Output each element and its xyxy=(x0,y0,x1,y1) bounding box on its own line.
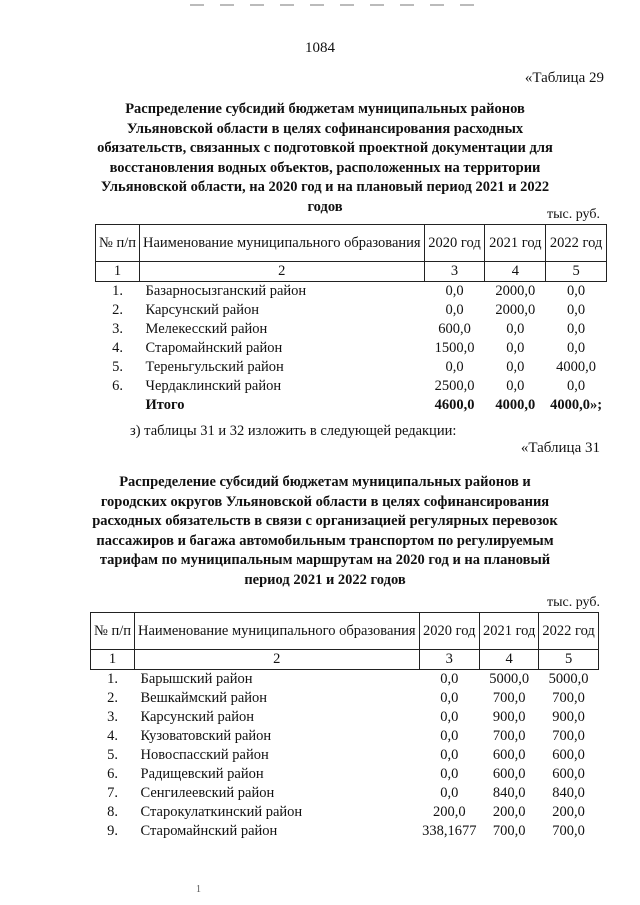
row-num: 2. xyxy=(107,690,118,706)
footer-mark: 1 xyxy=(196,884,201,895)
table29-tag: «Таблица 29 xyxy=(524,70,604,86)
total-2022: 4000,0»; xyxy=(550,397,603,413)
row-2021: 700,0 xyxy=(492,690,526,706)
row-2022: 0,0 xyxy=(567,340,586,356)
row-name: Старомайнский район xyxy=(145,340,283,356)
header-2021: 2021 год xyxy=(485,225,546,262)
row-2022: 0,0 xyxy=(567,321,586,337)
column-number: 3 xyxy=(419,650,479,670)
row-2021: 0,0 xyxy=(506,340,525,356)
row-2020: 0,0 xyxy=(440,690,459,706)
scan-artifact xyxy=(190,4,480,6)
table-row xyxy=(96,377,607,396)
amendment-note: з) таблицы 31 и 32 изложить в следующей редакции: xyxy=(130,423,457,439)
row-num: 5. xyxy=(107,747,118,763)
row-name: Радищевский район xyxy=(140,766,264,782)
row-2021: 840,0 xyxy=(492,785,526,801)
table-row xyxy=(91,708,599,727)
column-number: 1 xyxy=(91,650,135,670)
table-row xyxy=(91,689,599,708)
table-row xyxy=(91,765,599,784)
table-row xyxy=(96,358,607,377)
table31 xyxy=(90,612,599,841)
column-number: 2 xyxy=(140,262,425,282)
row-name: Новоспасский район xyxy=(140,747,269,763)
table31-unit: тыс. руб. xyxy=(547,595,600,610)
row-num: 3. xyxy=(107,709,118,725)
row-2020: 2500,0 xyxy=(434,378,475,394)
row-2021: 5000,0 xyxy=(489,671,530,687)
column-number: 1 xyxy=(96,262,140,282)
row-2020: 1500,0 xyxy=(434,340,475,356)
table-row xyxy=(96,301,607,320)
row-2021: 700,0 xyxy=(492,728,526,744)
column-numbers-row xyxy=(91,650,599,670)
row-name: Карсунский район xyxy=(145,302,260,318)
row-2022: 0,0 xyxy=(567,378,586,394)
row-num: 1. xyxy=(112,283,123,299)
row-num: 6. xyxy=(107,766,118,782)
row-name: Карсунский район xyxy=(140,709,255,725)
table29-title: Распределение субсидий бюджетам муниципальных районов Ульяновской области в целях софинансирования расходных обязательств, связанных с подготовкой проектной документации для восстановления водных объектов, расположенных на территории Ульяновской области, на 2020 год и на плановый период 2021 и 2022 годов xyxy=(97,101,553,215)
row-2022: 5000,0 xyxy=(548,671,589,687)
row-num: 5. xyxy=(112,359,123,375)
total-2021: 4000,0 xyxy=(495,397,536,413)
row-2022: 840,0 xyxy=(552,785,585,801)
row-2021: 0,0 xyxy=(506,378,525,394)
row-num: 6. xyxy=(112,378,123,394)
table-row xyxy=(91,746,599,765)
row-num: 3. xyxy=(112,321,123,337)
total-2020: 4600,0 xyxy=(434,397,475,413)
row-2022: 700,0 xyxy=(552,728,585,744)
row-2021: 200,0 xyxy=(492,804,526,820)
header-2022: 2022 год xyxy=(539,613,598,650)
column-numbers-row xyxy=(96,262,607,282)
row-2020: 0,0 xyxy=(445,359,464,375)
row-2020: 0,0 xyxy=(445,283,464,299)
row-2020: 200,0 xyxy=(432,804,466,820)
row-2021: 0,0 xyxy=(506,321,525,337)
row-2020: 600,0 xyxy=(438,321,471,337)
row-name: Кузоватовский район xyxy=(140,728,272,744)
column-number: 2 xyxy=(135,650,420,670)
row-num: 7. xyxy=(107,785,118,801)
row-2020: 0,0 xyxy=(440,709,459,725)
row-name: Вешкаймский район xyxy=(140,690,268,706)
column-number: 5 xyxy=(546,262,607,282)
column-number: 4 xyxy=(485,262,546,282)
row-2021: 2000,0 xyxy=(495,283,536,299)
row-name: Барышский район xyxy=(140,671,253,687)
row-2020: 0,0 xyxy=(440,671,459,687)
row-2021: 0,0 xyxy=(506,359,525,375)
table29 xyxy=(95,224,607,415)
row-name: Тереньгульский район xyxy=(145,359,284,375)
row-2022: 0,0 xyxy=(567,283,586,299)
column-number: 5 xyxy=(539,650,598,670)
table29-unit: тыс. руб. xyxy=(547,207,600,222)
row-2021: 900,0 xyxy=(492,709,526,725)
header-name: Наименование муниципального образования xyxy=(140,225,425,262)
row-num: 4. xyxy=(112,340,123,356)
column-number: 4 xyxy=(479,650,538,670)
row-name: Старомайнский район xyxy=(140,823,278,839)
row-2022: 0,0 xyxy=(567,302,586,318)
row-2020: 338,1677 xyxy=(422,823,477,839)
row-name: Мелекесский район xyxy=(145,321,268,337)
row-name: Чердаклинский район xyxy=(145,378,282,394)
row-2021: 600,0 xyxy=(492,766,526,782)
header-num: № п/п xyxy=(96,225,140,262)
row-2022: 200,0 xyxy=(552,804,585,820)
row-2022: 600,0 xyxy=(552,766,585,782)
table-row xyxy=(91,727,599,746)
header-2020: 2020 год xyxy=(419,613,479,650)
header-num: № п/п xyxy=(91,613,135,650)
row-2020: 0,0 xyxy=(440,728,459,744)
table-row xyxy=(96,282,607,302)
row-2021: 600,0 xyxy=(492,747,526,763)
row-num: 9. xyxy=(107,823,118,839)
column-number: 3 xyxy=(424,262,485,282)
table31-tag: «Таблица 31 xyxy=(520,440,600,456)
table-row xyxy=(96,320,607,339)
total-row xyxy=(96,396,607,415)
row-2020: 0,0 xyxy=(440,785,459,801)
row-name: Сенгилеевский район xyxy=(140,785,275,801)
row-name: Базарносызганский район xyxy=(145,283,307,299)
row-name: Старокулаткинский район xyxy=(140,804,303,820)
header-2020: 2020 год xyxy=(424,225,485,262)
row-num: 2. xyxy=(112,302,123,318)
page-number: 1084 xyxy=(305,40,335,56)
row-2022: 700,0 xyxy=(552,823,585,839)
row-num: 1. xyxy=(107,671,118,687)
table-row xyxy=(96,339,607,358)
table31-title: Распределение субсидий бюджетам муниципальных районов и городских округов Ульяновской области в целях софинансирования расходных обязательств в связи с организацией регулярных перевозок пассажиров и багажа автомобильным транспортом по регулируемым тарифам по муниципальным маршрутам на 2020 год и на плановый период 2021 и 2022 годов xyxy=(92,474,558,588)
header-name: Наименование муниципального образования xyxy=(135,613,420,650)
table-row xyxy=(91,784,599,803)
table-row xyxy=(91,822,599,841)
row-2022: 900,0 xyxy=(552,709,585,725)
row-2022: 700,0 xyxy=(552,690,585,706)
row-2020: 0,0 xyxy=(445,302,464,318)
row-num: 8. xyxy=(107,804,118,820)
header-2022: 2022 год xyxy=(546,225,607,262)
table-row xyxy=(91,670,599,690)
total-label: Итого xyxy=(145,397,185,413)
row-2022: 4000,0 xyxy=(556,359,597,375)
row-2020: 0,0 xyxy=(440,747,459,763)
header-2021: 2021 год xyxy=(479,613,538,650)
table-row xyxy=(91,803,599,822)
row-2021: 2000,0 xyxy=(495,302,536,318)
row-2021: 700,0 xyxy=(492,823,526,839)
row-num: 4. xyxy=(107,728,118,744)
row-2022: 600,0 xyxy=(552,747,585,763)
row-2020: 0,0 xyxy=(440,766,459,782)
